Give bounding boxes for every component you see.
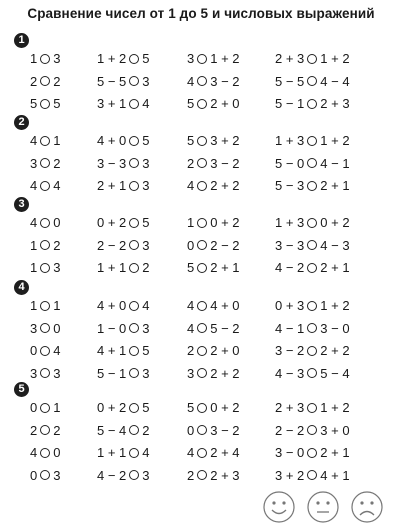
comparison-sign-circle[interactable] (129, 158, 139, 168)
left-expression: 2 − 2 (97, 237, 127, 253)
comparison-row (0, 131, 402, 150)
left-expression: 0 (30, 343, 38, 358)
right-expression: 1 + 2 (320, 133, 350, 148)
right-expression: 0 (53, 445, 61, 460)
right-expression: 3 (142, 365, 150, 381)
comparison-sign-circle[interactable] (129, 263, 139, 273)
left-expression: 0 (30, 467, 38, 483)
comparison-sign-circle[interactable] (40, 448, 50, 458)
comparison-task (275, 296, 350, 315)
comparison-sign-circle[interactable] (307, 76, 317, 86)
right-expression: 5 (142, 133, 150, 148)
left-expression: 4 (187, 298, 195, 313)
comparison-task (97, 421, 150, 440)
comparison-row (0, 154, 402, 173)
left-expression: 0 (187, 237, 195, 253)
left-expression: 2 + 3 (275, 400, 305, 415)
comparison-row (0, 443, 402, 462)
comparison-sign-circle[interactable] (129, 136, 139, 146)
comparison-sign-circle[interactable] (129, 54, 139, 64)
comparison-task (187, 296, 240, 315)
comparison-sign-circle[interactable] (197, 99, 207, 109)
right-expression: 3 − 2 (210, 73, 240, 89)
comparison-task (187, 421, 240, 440)
comparison-sign-circle[interactable] (197, 425, 207, 435)
comparison-sign-circle[interactable] (307, 181, 317, 191)
left-expression: 3 − 0 (275, 445, 305, 460)
comparison-task (30, 72, 60, 91)
left-expression: 3 (30, 155, 38, 171)
left-expression: 3 − 3 (275, 237, 305, 253)
right-expression: 3 (142, 320, 150, 336)
right-expression: 2 (53, 73, 61, 89)
comparison-sign-circle[interactable] (197, 301, 207, 311)
left-expression: 1 (30, 298, 38, 313)
right-expression: 5 (142, 51, 150, 66)
left-expression: 4 (30, 178, 38, 193)
comparison-task (187, 466, 240, 485)
left-expression: 4 − 1 (275, 320, 305, 336)
comparison-task (30, 213, 60, 232)
comparison-task (275, 466, 350, 485)
comparison-task (275, 443, 350, 462)
comparison-task (97, 364, 150, 383)
left-expression: 5 − 3 (275, 178, 305, 193)
comparison-task (275, 258, 350, 277)
right-expression: 3 − 2 (210, 155, 240, 171)
right-expression: 4 (53, 178, 61, 193)
right-expression: 3 (142, 155, 150, 171)
right-expression: 2 + 4 (210, 445, 240, 460)
left-expression: 4 (30, 133, 38, 148)
right-expression: 3 − 0 (320, 320, 350, 336)
comparison-sign-circle[interactable] (307, 425, 317, 435)
comparison-sign-circle[interactable] (40, 158, 50, 168)
comparison-row (0, 466, 402, 485)
left-expression: 1 + 3 (275, 215, 305, 230)
left-expression: 5 − 1 (97, 365, 127, 381)
left-expression: 5 (187, 400, 195, 415)
comparison-sign-circle[interactable] (40, 346, 50, 356)
comparison-sign-circle[interactable] (197, 218, 207, 228)
right-expression: 1 + 2 (210, 51, 240, 66)
comparison-task (275, 398, 350, 417)
self-assessment-faces (0, 490, 402, 526)
right-expression: 4 + 1 (320, 467, 350, 483)
comparison-sign-circle[interactable] (307, 99, 317, 109)
comparison-sign-circle[interactable] (197, 470, 207, 480)
comparison-sign-circle[interactable] (307, 470, 317, 480)
left-expression: 3 − 2 (275, 343, 305, 358)
section-number-badge: 5 (14, 382, 29, 397)
comparison-sign-circle[interactable] (40, 403, 50, 413)
comparison-task (187, 341, 240, 360)
comparison-task (275, 176, 350, 195)
left-expression: 0 (187, 422, 195, 438)
comparison-row (0, 213, 402, 232)
left-expression: 4 − 2 (97, 467, 127, 483)
comparison-sign-circle[interactable] (197, 448, 207, 458)
comparison-task (187, 258, 240, 277)
comparison-task (187, 364, 240, 383)
right-expression: 3 + 2 (210, 133, 240, 148)
comparison-sign-circle[interactable] (197, 346, 207, 356)
right-expression: 0 (53, 215, 61, 230)
right-expression: 2 (142, 422, 150, 438)
comparison-sign-circle[interactable] (129, 181, 139, 191)
comparison-row (0, 72, 402, 91)
section-number-badge: 1 (14, 33, 29, 48)
section-number-badge: 3 (14, 197, 29, 212)
comparison-row (0, 296, 402, 315)
comparison-sign-circle[interactable] (40, 301, 50, 311)
comparison-task (275, 319, 350, 338)
right-expression: 2 − 2 (210, 237, 240, 253)
comparison-task (97, 154, 150, 173)
right-expression: 5 (142, 215, 150, 230)
left-expression: 3 (30, 365, 38, 381)
right-expression: 2 + 2 (320, 343, 350, 358)
comparison-task (275, 236, 350, 255)
left-expression: 3 (187, 365, 195, 381)
comparison-sign-circle[interactable] (197, 323, 207, 333)
left-expression: 5 − 5 (275, 73, 305, 89)
left-expression: 1 (30, 260, 38, 275)
comparison-sign-circle[interactable] (307, 448, 317, 458)
comparison-task (187, 319, 240, 338)
comparison-task (97, 72, 150, 91)
comparison-task (275, 364, 350, 383)
comparison-task (187, 398, 240, 417)
comparison-sign-circle[interactable] (129, 301, 139, 311)
comparison-task (275, 131, 350, 150)
right-expression: 2 + 3 (210, 467, 240, 483)
right-expression: 3 (53, 365, 61, 381)
comparison-sign-circle[interactable] (307, 240, 317, 250)
comparison-task (187, 176, 240, 195)
right-expression: 2 + 0 (210, 96, 240, 111)
comparison-task (30, 296, 60, 315)
right-expression: 4 + 0 (210, 298, 240, 313)
left-expression: 5 (30, 96, 38, 111)
left-expression: 3 (187, 51, 195, 66)
comparison-row (0, 94, 402, 113)
comparison-sign-circle[interactable] (129, 218, 139, 228)
comparison-sign-circle[interactable] (129, 448, 139, 458)
comparison-task (97, 341, 150, 360)
comparison-task (30, 466, 60, 485)
left-expression: 5 (187, 260, 195, 275)
left-expression: 1 (187, 215, 195, 230)
right-expression: 2 + 1 (320, 445, 350, 460)
comparison-row (0, 341, 402, 360)
comparison-row (0, 176, 402, 195)
comparison-task (30, 258, 60, 277)
right-expression: 2 + 1 (210, 260, 240, 275)
comparison-task (275, 49, 350, 68)
comparison-row (0, 49, 402, 68)
right-expression: 3 (53, 467, 61, 483)
left-expression: 0 + 2 (97, 400, 127, 415)
comparison-row (0, 258, 402, 277)
right-expression: 4 (142, 445, 150, 460)
comparison-task (275, 421, 350, 440)
left-expression: 3 + 2 (275, 467, 305, 483)
right-expression: 4 (142, 96, 150, 111)
left-expression: 4 (187, 73, 195, 89)
comparison-task (30, 236, 60, 255)
comparison-sign-circle[interactable] (40, 263, 50, 273)
left-expression: 2 (187, 343, 195, 358)
comparison-sign-circle[interactable] (40, 99, 50, 109)
comparison-sign-circle[interactable] (40, 368, 50, 378)
comparison-task (97, 94, 150, 113)
comparison-task (97, 258, 150, 277)
page-title: Сравнение чисел от 1 до 5 и числовых выражений (27, 6, 375, 21)
comparison-task (275, 72, 350, 91)
comparison-task (187, 131, 240, 150)
comparison-sign-circle[interactable] (129, 99, 139, 109)
left-expression: 4 (187, 320, 195, 336)
right-expression: 3 (142, 178, 150, 193)
left-expression: 1 − 0 (97, 320, 127, 336)
right-expression: 2 + 3 (320, 96, 350, 111)
comparison-sign-circle[interactable] (129, 368, 139, 378)
comparison-task (30, 421, 60, 440)
left-expression: 3 (30, 320, 38, 336)
comparison-task (97, 319, 150, 338)
comparison-task (97, 176, 150, 195)
right-expression: 0 + 2 (210, 400, 240, 415)
right-expression: 2 + 0 (210, 343, 240, 358)
section-number-badge: 4 (14, 280, 29, 295)
comparison-task (187, 443, 240, 462)
smiling-face-icon[interactable] (262, 490, 296, 524)
comparison-sign-circle[interactable] (129, 346, 139, 356)
right-expression: 3 (142, 73, 150, 89)
left-expression: 4 (187, 178, 195, 193)
comparison-task (30, 398, 60, 417)
comparison-sign-circle[interactable] (40, 136, 50, 146)
left-expression: 5 − 1 (275, 96, 305, 111)
comparison-sign-circle[interactable] (129, 240, 139, 250)
comparison-task (97, 398, 150, 417)
section-number-badge: 2 (14, 115, 29, 130)
right-expression: 2 (53, 237, 61, 253)
right-expression: 2 (53, 422, 61, 438)
comparison-task (275, 94, 350, 113)
comparison-task (187, 236, 240, 255)
comparison-sign-circle[interactable] (307, 323, 317, 333)
right-expression: 3 (53, 51, 61, 66)
left-expression: 4 (30, 215, 38, 230)
comparison-task (30, 319, 60, 338)
right-expression: 0 + 2 (210, 215, 240, 230)
comparison-task (97, 466, 150, 485)
comparison-sign-circle[interactable] (129, 403, 139, 413)
comparison-task (97, 296, 150, 315)
comparison-sign-circle[interactable] (40, 76, 50, 86)
left-expression: 1 (30, 51, 38, 66)
comparison-row (0, 319, 402, 338)
comparison-task (275, 341, 350, 360)
comparison-task (97, 213, 150, 232)
comparison-sign-circle[interactable] (307, 54, 317, 64)
left-expression: 2 − 2 (275, 422, 305, 438)
comparison-sign-circle[interactable] (40, 218, 50, 228)
comparison-sign-circle[interactable] (40, 470, 50, 480)
comparison-task (30, 49, 60, 68)
comparison-sign-circle[interactable] (197, 76, 207, 86)
comparison-sign-circle[interactable] (197, 181, 207, 191)
comparison-task (275, 154, 350, 173)
comparison-sign-circle[interactable] (40, 240, 50, 250)
comparison-sign-circle[interactable] (197, 240, 207, 250)
left-expression: 4 (187, 445, 195, 460)
comparison-sign-circle[interactable] (307, 301, 317, 311)
left-expression: 4 + 0 (97, 133, 127, 148)
right-expression: 3 − 2 (210, 422, 240, 438)
right-expression: 5 (142, 343, 150, 358)
comparison-sign-circle[interactable] (129, 323, 139, 333)
right-expression: 4 (53, 343, 61, 358)
left-expression: 4 + 0 (97, 298, 127, 313)
left-expression: 1 + 3 (275, 133, 305, 148)
comparison-task (275, 213, 350, 232)
comparison-row (0, 236, 402, 255)
left-expression: 5 − 4 (97, 422, 127, 438)
left-expression: 3 + 1 (97, 96, 127, 111)
comparison-task (97, 236, 150, 255)
right-expression: 0 + 2 (320, 215, 350, 230)
right-expression: 4 − 3 (320, 237, 350, 253)
right-expression: 1 (53, 298, 61, 313)
left-expression: 2 (187, 155, 195, 171)
comparison-task (187, 213, 240, 232)
comparison-sign-circle[interactable] (307, 136, 317, 146)
left-expression: 1 + 2 (97, 51, 127, 66)
left-expression: 1 (30, 237, 38, 253)
left-expression: 2 (187, 467, 195, 483)
right-expression: 1 (53, 133, 61, 148)
right-expression: 5 − 4 (320, 365, 350, 381)
comparison-task (30, 341, 60, 360)
right-expression: 2 + 2 (210, 178, 240, 193)
right-expression: 4 − 4 (320, 73, 350, 89)
right-expression: 2 + 2 (210, 365, 240, 381)
sad-face-icon[interactable] (350, 490, 384, 524)
left-expression: 4 − 3 (275, 365, 305, 381)
left-expression: 3 − 3 (97, 155, 127, 171)
comparison-task (187, 94, 240, 113)
right-expression: 2 (53, 155, 61, 171)
comparison-row (0, 398, 402, 417)
right-expression: 3 (53, 260, 61, 275)
left-expression: 0 + 2 (97, 215, 127, 230)
right-expression: 4 (142, 298, 150, 313)
comparison-sign-circle[interactable] (40, 54, 50, 64)
left-expression: 4 (30, 445, 38, 460)
left-expression: 2 (30, 422, 38, 438)
left-expression: 5 − 0 (275, 155, 305, 171)
comparison-task (30, 176, 60, 195)
right-expression: 5 (53, 96, 61, 111)
right-expression: 4 − 1 (320, 155, 350, 171)
left-expression: 2 (30, 73, 38, 89)
left-expression: 0 (30, 400, 38, 415)
comparison-sign-circle[interactable] (307, 218, 317, 228)
comparison-row (0, 364, 402, 383)
comparison-sign-circle[interactable] (197, 54, 207, 64)
comparison-sign-circle[interactable] (40, 181, 50, 191)
right-expression: 2 (142, 260, 150, 275)
left-expression: 2 + 1 (97, 178, 127, 193)
comparison-sign-circle[interactable] (307, 368, 317, 378)
comparison-sign-circle[interactable] (197, 158, 207, 168)
left-expression: 1 + 1 (97, 445, 127, 460)
comparison-task (30, 443, 60, 462)
neutral-face-icon[interactable] (306, 490, 340, 524)
right-expression: 1 (53, 400, 61, 415)
comparison-task (30, 131, 60, 150)
comparison-sign-circle[interactable] (40, 323, 50, 333)
comparison-sign-circle[interactable] (129, 425, 139, 435)
comparison-sign-circle[interactable] (197, 368, 207, 378)
comparison-task (97, 131, 150, 150)
right-expression: 5 (142, 400, 150, 415)
comparison-task (30, 364, 60, 383)
comparison-task (97, 49, 150, 68)
right-expression: 2 + 1 (320, 178, 350, 193)
left-expression: 4 + 1 (97, 343, 127, 358)
comparison-sign-circle[interactable] (307, 158, 317, 168)
comparison-task (30, 94, 60, 113)
comparison-sign-circle[interactable] (40, 425, 50, 435)
right-expression: 0 (53, 320, 61, 336)
comparison-task (187, 154, 240, 173)
right-expression: 3 (142, 237, 150, 253)
left-expression: 5 (187, 133, 195, 148)
comparison-sign-circle[interactable] (197, 136, 207, 146)
right-expression: 1 + 2 (320, 400, 350, 415)
comparison-sign-circle[interactable] (307, 403, 317, 413)
comparison-row (0, 421, 402, 440)
right-expression: 1 + 2 (320, 51, 350, 66)
right-expression: 5 − 2 (210, 320, 240, 336)
comparison-sign-circle[interactable] (129, 470, 139, 480)
right-expression: 1 + 2 (320, 298, 350, 313)
comparison-task (97, 443, 150, 462)
comparison-sign-circle[interactable] (307, 263, 317, 273)
right-expression: 3 + 0 (320, 422, 350, 438)
comparison-task (30, 154, 60, 173)
left-expression: 1 + 1 (97, 260, 127, 275)
comparison-task (187, 72, 240, 91)
comparison-sign-circle[interactable] (197, 403, 207, 413)
left-expression: 0 + 3 (275, 298, 305, 313)
right-expression: 3 (142, 467, 150, 483)
left-expression: 5 (187, 96, 195, 111)
left-expression: 4 − 2 (275, 260, 305, 275)
left-expression: 2 + 3 (275, 51, 305, 66)
comparison-sign-circle[interactable] (129, 76, 139, 86)
comparison-sign-circle[interactable] (307, 346, 317, 356)
comparison-sign-circle[interactable] (197, 263, 207, 273)
right-expression: 2 + 1 (320, 260, 350, 275)
left-expression: 5 − 5 (97, 73, 127, 89)
comparison-task (187, 49, 240, 68)
